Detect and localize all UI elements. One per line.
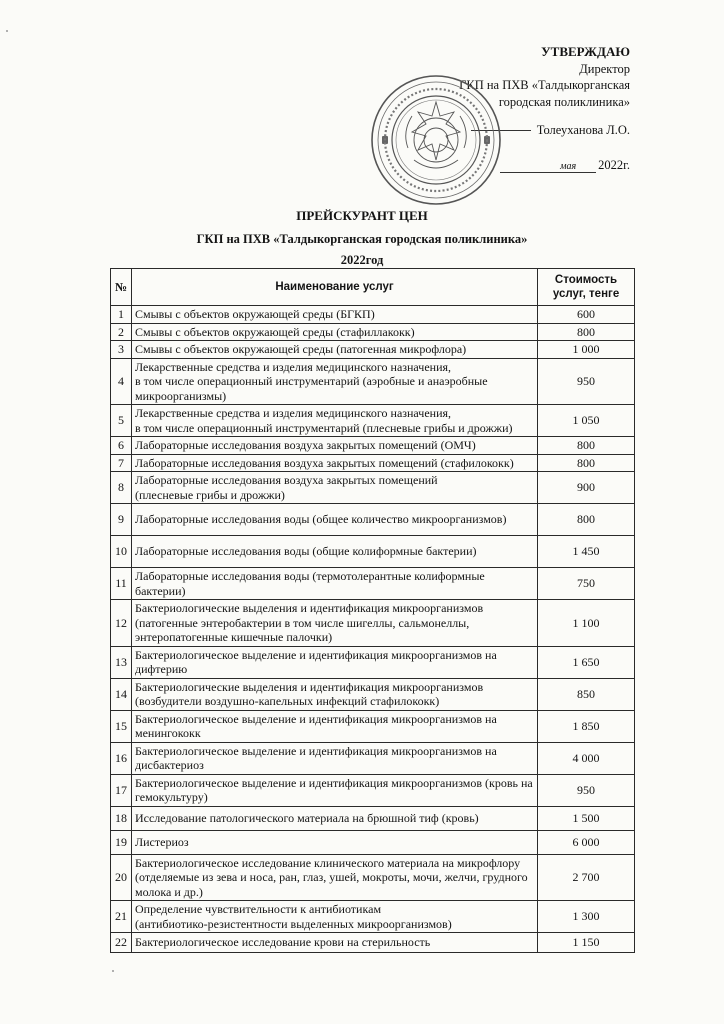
row-number: 1 [111, 306, 132, 324]
table-header-row [111, 269, 635, 306]
signer-name: Толеуханова Л.О. [536, 123, 630, 137]
table-row [111, 504, 635, 536]
table-row [111, 742, 635, 774]
row-number: 8 [111, 472, 132, 504]
service-name: Бактериологическое исследование крови на стерильность [131, 933, 537, 953]
row-number: 16 [111, 742, 132, 774]
service-name: Лабораторные исследования воздуха закрытых помещений (ОМЧ) [131, 437, 537, 455]
service-price: 1 450 [538, 536, 635, 568]
service-name: Лабораторные исследования воды (общее количество микроорганизмов) [131, 504, 537, 536]
row-number: 15 [111, 710, 132, 742]
service-name: Определение чувствительности к антибиотикам (антибиотико-резистентности выделенных микроорганизмов) [131, 901, 537, 933]
document-subtitle: ГКП на ПХВ «Талдыкорганская городская поликлиника» [196, 232, 528, 246]
price-header-line2: услуг, тенге [552, 288, 620, 300]
service-price: 1 000 [538, 341, 635, 359]
approval-org-line1: ГКП на ПХВ «Талдыкорганская [459, 78, 630, 92]
service-price: 850 [538, 678, 635, 710]
row-number: 2 [111, 323, 132, 341]
row-number: 10 [111, 536, 132, 568]
service-name: Смывы с объектов окружающей среды (стафиллакокк) [131, 323, 537, 341]
service-price: 1 650 [538, 646, 635, 678]
service-price: 950 [538, 774, 635, 806]
service-price: 800 [538, 454, 635, 472]
service-name: Смывы с объектов окружающей среды (БГКП) [131, 306, 537, 324]
service-name: Лабораторные исследования воздуха закрытых помещений (плесневые грибы и дрожжи) [131, 472, 537, 504]
price-table [110, 268, 635, 953]
date-blank [500, 154, 596, 174]
service-price: 600 [538, 306, 635, 324]
service-name: Бактериологическое выделение и идентификация микроорганизмов на дисбактериоз [131, 742, 537, 774]
service-price: 800 [538, 504, 635, 536]
row-number: 17 [111, 774, 132, 806]
table-row [111, 646, 635, 678]
row-number: 20 [111, 854, 132, 901]
service-price: 1 300 [538, 901, 635, 933]
table-row [111, 454, 635, 472]
row-number: 6 [111, 437, 132, 455]
table-row [111, 437, 635, 455]
row-number: 12 [111, 600, 132, 647]
table-row [111, 472, 635, 504]
service-price: 2 700 [538, 854, 635, 901]
row-number: 3 [111, 341, 132, 359]
service-price: 1 850 [538, 710, 635, 742]
table-row [111, 678, 635, 710]
service-price: 1 100 [538, 600, 635, 647]
row-number: 5 [111, 405, 132, 437]
table-row [111, 358, 635, 405]
service-name: Бактериологическое исследование клинического материала на микрофлору (отделяемые из зева и носа, ран, глаз, ушей, мокроты, мочи, желчи, грудного молока и др.) [131, 854, 537, 901]
table-row [111, 568, 635, 600]
table-row [111, 323, 635, 341]
row-number: 9 [111, 504, 132, 536]
approval-position: Директор [579, 61, 630, 76]
service-name: Смывы с объектов окружающей среды (патогенная микрофлора) [131, 341, 537, 359]
service-price: 4 000 [538, 742, 635, 774]
service-price: 950 [538, 358, 635, 405]
approval-year: 2022г. [598, 157, 630, 172]
column-header-name: Наименование услуг [131, 269, 537, 306]
service-name: Листериоз [131, 830, 537, 854]
row-number: 18 [111, 806, 132, 830]
table-row [111, 933, 635, 953]
column-header-num: № [111, 269, 132, 306]
service-price: 1 150 [538, 933, 635, 953]
service-name: Бактериологические выделения и идентификация микроорганизмов (патогенные энтеробактерии в том числе шигеллы, сальмонеллы, энтеропатогенные кишечные палочки) [131, 600, 537, 647]
service-name: Лабораторные исследования воды (общие колиформные бактерии) [131, 536, 537, 568]
row-number: 11 [111, 568, 132, 600]
table-row [111, 536, 635, 568]
service-name: Лекарственные средства и изделия медицинского назначения, в том числе операционный инструментарий (плесневые грибы и дрожжи) [131, 405, 537, 437]
row-number: 19 [111, 830, 132, 854]
row-number: 22 [111, 933, 132, 953]
price-header-line1: Стоимость [554, 273, 618, 286]
table-row [111, 341, 635, 359]
service-name: Бактериологическое выделение и идентификация микроорганизмов на дифтерию [131, 646, 537, 678]
document-year: 2022год [340, 253, 384, 267]
table-row [111, 405, 635, 437]
scan-speck [112, 970, 114, 972]
table-row [111, 600, 635, 647]
service-price: 750 [538, 568, 635, 600]
document-titles [0, 208, 724, 268]
row-number: 4 [111, 358, 132, 405]
service-price: 800 [538, 437, 635, 455]
table-row [111, 901, 635, 933]
table-row [111, 806, 635, 830]
service-name: Лекарственные средства и изделия медицинского назначения, в том числе операционный инструментарий (аэробные и анаэробные микроорганизмы) [131, 358, 537, 405]
table-row [111, 830, 635, 854]
service-name: Исследование патологического материала на брюшной тиф (кровь) [131, 806, 537, 830]
approval-heading: УТВЕРЖДАЮ [541, 44, 630, 59]
service-price: 1 500 [538, 806, 635, 830]
service-name: Лабораторные исследования воды (термотолерантные колиформные бактерии) [131, 568, 537, 600]
service-name: Бактериологическое выделение и идентификация микроорганизмов (кровь на гемокультуру) [131, 774, 537, 806]
row-number: 21 [111, 901, 132, 933]
service-name: Бактериологическое выделение и идентификация микроорганизмов на менингококк [131, 710, 537, 742]
approval-org-line2: городская поликлиника» [498, 94, 630, 109]
column-header-price [538, 269, 635, 306]
table-row [111, 306, 635, 324]
service-price: 800 [538, 323, 635, 341]
table-row [111, 854, 635, 901]
row-number: 7 [111, 454, 132, 472]
service-price: 1 050 [538, 405, 635, 437]
service-price: 6 000 [538, 830, 635, 854]
service-name: Бактериологические выделения и идентификация микроорганизмов (возбудители воздушно-капельных инфекций стафилококк) [131, 678, 537, 710]
table-row [111, 710, 635, 742]
document-title: ПРЕЙСКУРАНТ ЦЕН [296, 208, 428, 223]
service-price: 900 [538, 472, 635, 504]
row-number: 13 [111, 646, 132, 678]
row-number: 14 [111, 678, 132, 710]
service-name: Лабораторные исследования воздуха закрытых помещений (стафилококк) [131, 454, 537, 472]
official-seal [368, 72, 504, 208]
date-handwritten: мая [560, 160, 577, 172]
table-row [111, 774, 635, 806]
scan-speck [6, 30, 8, 32]
